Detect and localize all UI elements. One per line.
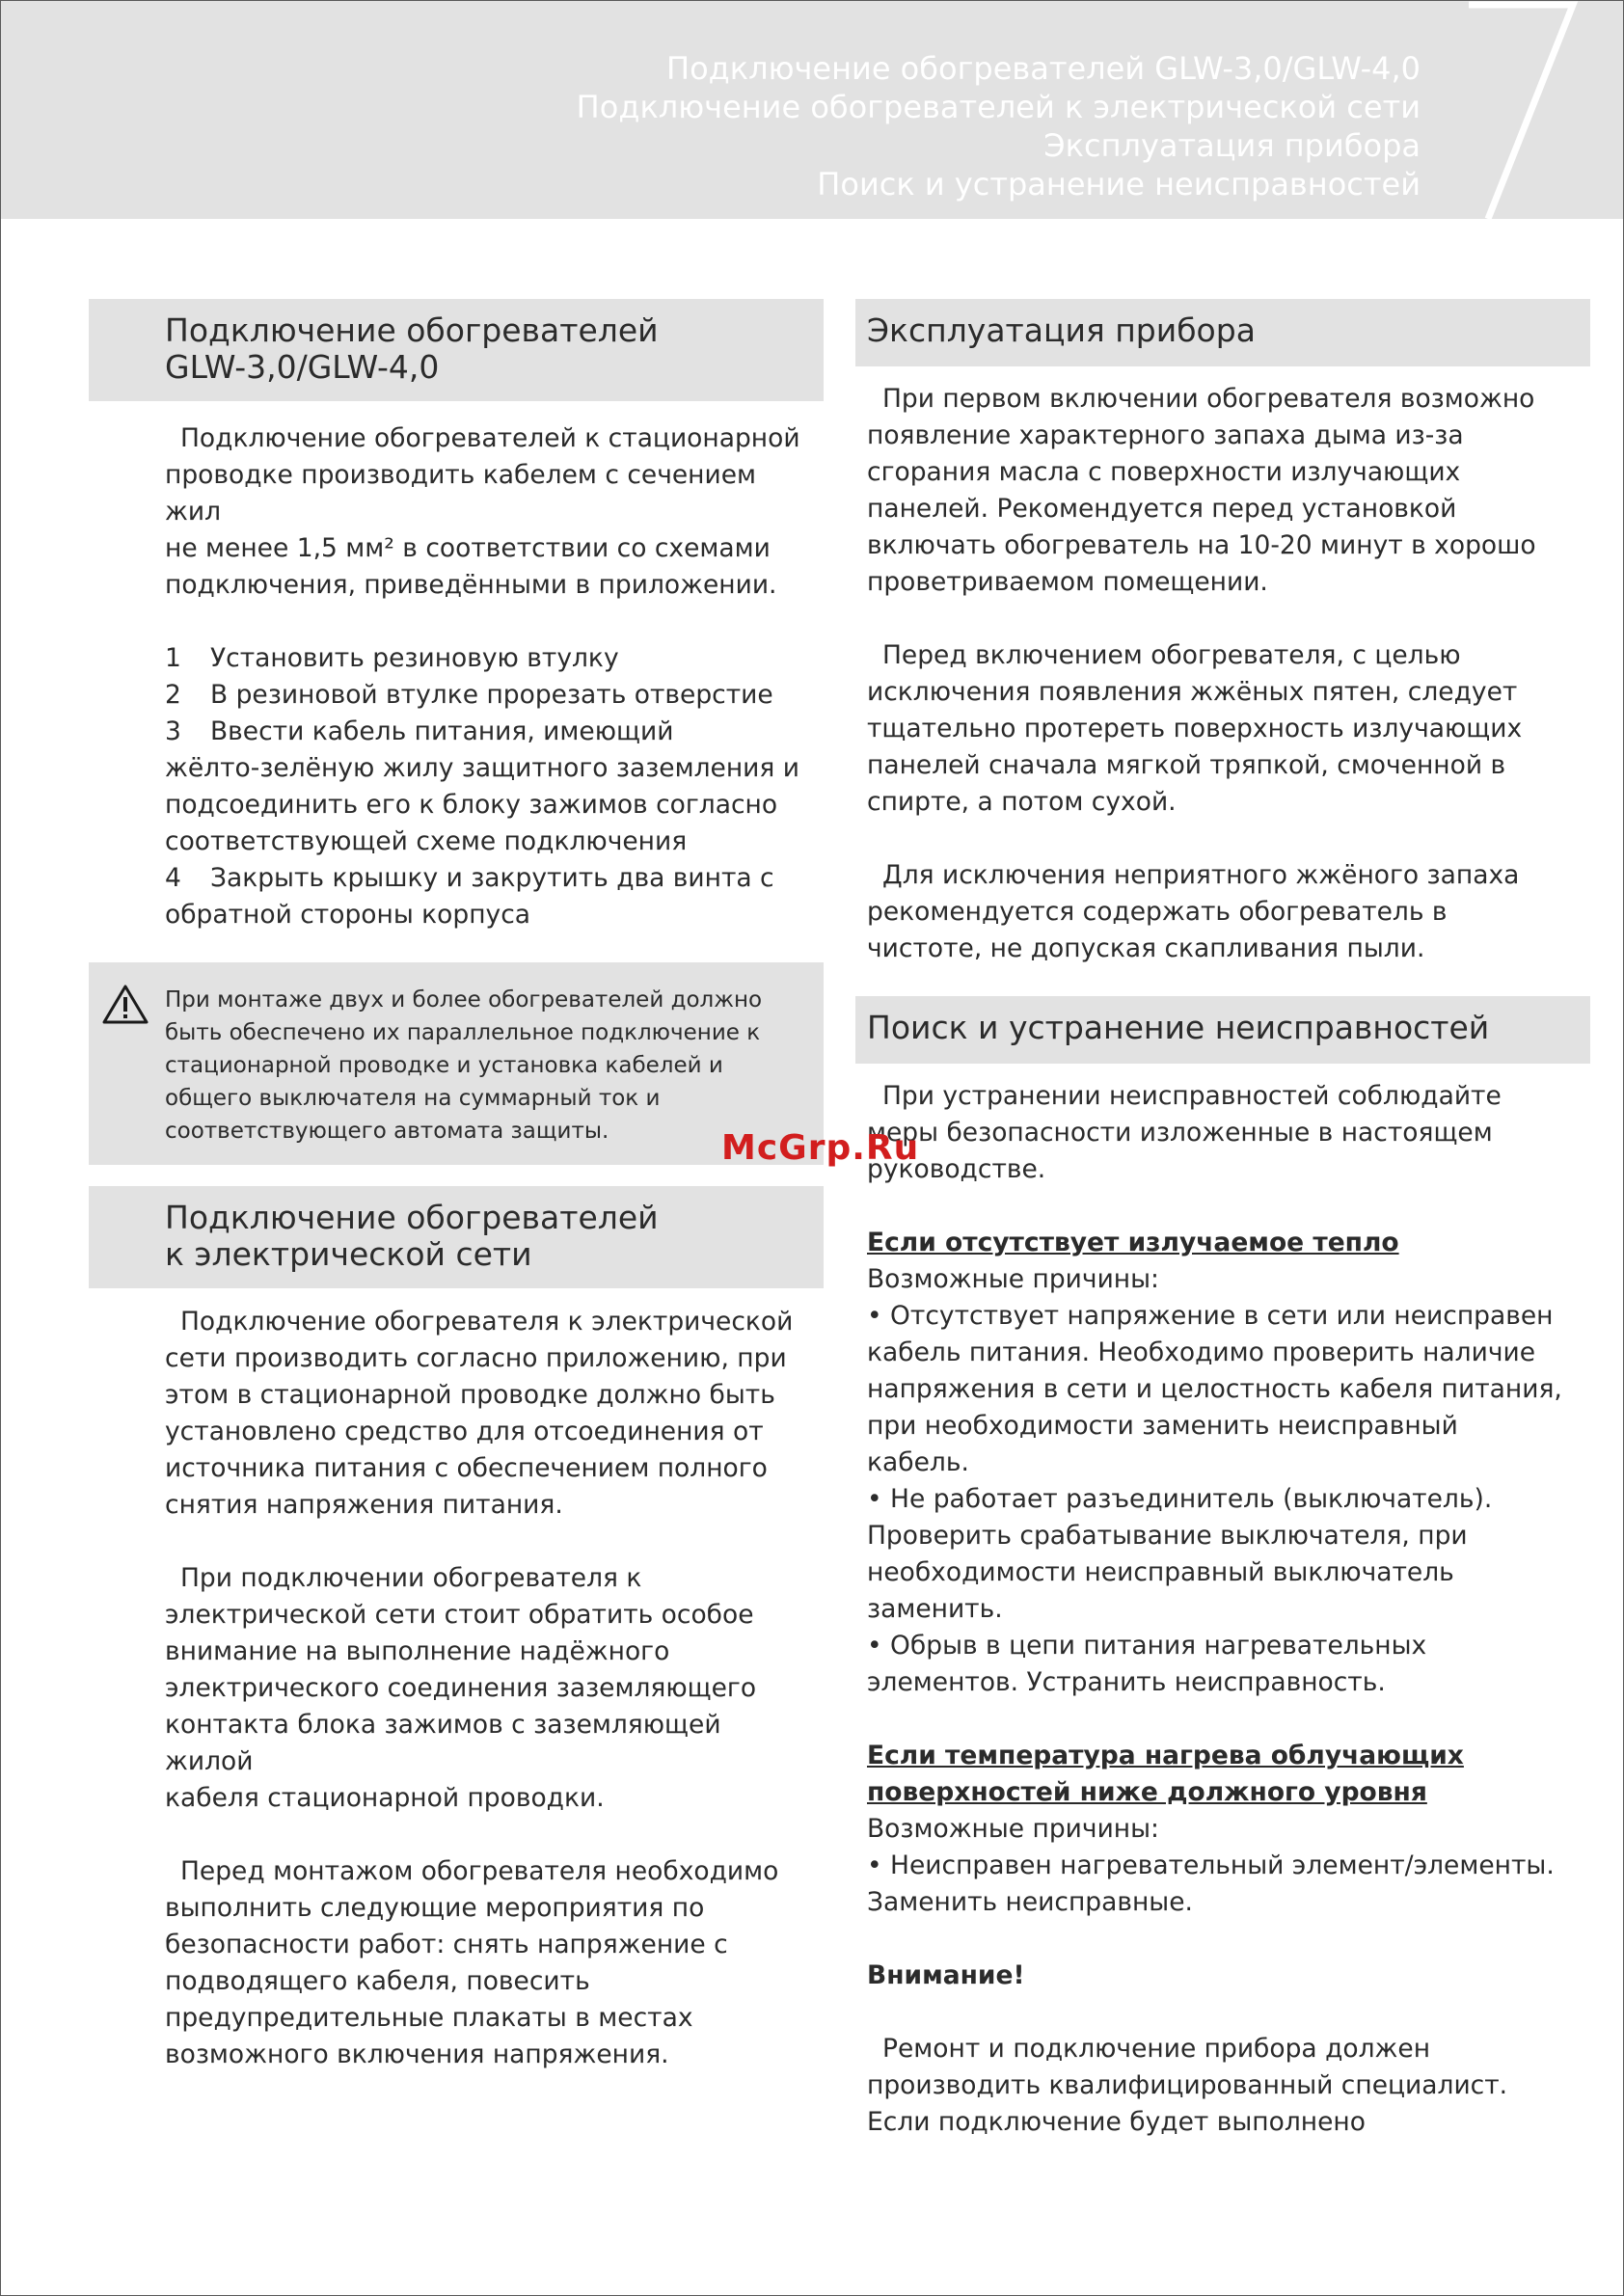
- paragraph-line: источника питания с обеспечением полного: [165, 1453, 768, 1483]
- paragraph-line: снятия напряжения питания.: [165, 1490, 563, 1520]
- bullet-line: кабель.: [867, 1447, 969, 1477]
- paragraph-line: внимание на выполнение надёжного: [165, 1636, 670, 1666]
- step-item: [165, 677, 804, 714]
- section-heading-electric: [89, 1186, 824, 1288]
- connection-text: [89, 420, 824, 933]
- section-title-line: GLW-3,0/GLW-4,0: [165, 348, 440, 386]
- step-text: Ввести кабель питания, имеющий: [210, 716, 674, 746]
- paragraph-line: электрической сети стоит обратить особое: [165, 1600, 754, 1630]
- section-title-line: Поиск и устранение неисправностей: [867, 1009, 1490, 1046]
- paragraph-line: сети производить согласно приложению, при: [165, 1343, 787, 1373]
- section-heading-operation: [855, 299, 1590, 366]
- bullet-line: необходимости неисправный выключатель: [867, 1557, 1454, 1587]
- paragraph-line: предупредительные плакаты в местах: [165, 2003, 693, 2033]
- paragraph-line: контакта блока зажимов с заземляющей жилой: [165, 1710, 721, 1776]
- paragraph-line: Для исключения неприятного жжёного запаха: [882, 860, 1520, 890]
- electric-text: [89, 1304, 824, 2073]
- bullet-line: • Неисправен нагревательный элемент/элементы.: [867, 1850, 1555, 1880]
- header-titles: [577, 49, 1421, 203]
- warning-box: [89, 962, 824, 1165]
- paragraph-line: установлено средство для отсоединения от: [165, 1417, 764, 1446]
- paragraph-line: выполнить следующие мероприятия по: [165, 1893, 705, 1923]
- bullet-line: элементов. Устранить неисправность.: [867, 1667, 1386, 1697]
- step-text: Закрыть крышку и закрутить два винта с: [210, 863, 774, 893]
- paragraph-line: спирте, а потом сухой.: [867, 787, 1177, 817]
- step-number: 1: [165, 643, 181, 673]
- bullet-line: • Отсутствует напряжение в сети или неисправен: [867, 1301, 1554, 1331]
- section-title-line: Подключение обогревателей: [165, 1199, 659, 1236]
- section-title-line: Эксплуатация прибора: [867, 311, 1256, 349]
- paragraph-line: чистоте, не допуская скапливания пыли.: [867, 933, 1425, 963]
- paragraph-line: безопасности работ: снять напряжение с: [165, 1930, 728, 1959]
- paragraph-line: Перед монтажом обогревателя необходимо: [180, 1856, 779, 1886]
- paragraph-line: проводке производить кабелем с сечением жил: [165, 460, 756, 527]
- paragraph-line: Подключение обогревателей к стационарной: [180, 423, 800, 453]
- causes-label: Возможные причины:: [867, 1814, 1159, 1844]
- step-number: 3: [165, 716, 181, 746]
- bullet-line: кабель питания. Необходимо проверить наличие: [867, 1337, 1535, 1367]
- page-number: [1430, 1, 1623, 219]
- troubleshooting-text: [855, 1078, 1590, 2141]
- step-item: [165, 640, 804, 677]
- paragraph-line: При первом включении обогревателя возможно: [882, 384, 1535, 414]
- paragraph-line: При устранении неисправностей соблюдайте: [882, 1081, 1502, 1111]
- paragraph-line: рекомендуется содержать обогреватель в: [867, 897, 1448, 927]
- paragraph-line: подводящего кабеля, повесить: [165, 1966, 590, 1996]
- section-title-line: к электрической сети: [165, 1235, 532, 1273]
- paragraph-line: кабеля стационарной проводки.: [165, 1783, 605, 1813]
- bullet-line: • Обрыв в цепи питания нагревательных: [867, 1631, 1427, 1661]
- bullet-line: заменить.: [867, 1594, 1003, 1624]
- paragraph-line: возможного включения напряжения.: [165, 2039, 669, 2069]
- paragraph-line: не менее 1,5 мм² в соответствии со схемами: [165, 533, 771, 563]
- step-item: [165, 860, 804, 897]
- bullet-line: Заменить неисправные.: [867, 1887, 1193, 1917]
- page-number-text: 7: [1430, 1, 1431, 2]
- header-band: [1, 1, 1623, 219]
- watermark: McGrp.Ru: [721, 1128, 920, 1168]
- causes-label: Возможные причины:: [867, 1264, 1159, 1294]
- paragraph-line: появление характерного запаха дыма из-за: [867, 420, 1464, 450]
- paragraph-line: Ремонт и подключение прибора должен: [882, 2034, 1431, 2064]
- left-column: [89, 299, 824, 2073]
- step-number: 4: [165, 863, 181, 893]
- step-text: В резиновой втулке прорезать отверстие: [210, 680, 773, 710]
- paragraph-line: исключения появления жжёных пятен, следует: [867, 677, 1518, 707]
- step-number: 2: [165, 680, 181, 710]
- paragraph-line: панелей сначала мягкой тряпкой, смоченной в: [867, 750, 1506, 780]
- warning-line: общего выключателя на суммарный ток и: [165, 1086, 661, 1111]
- section-heading-connection: [89, 299, 824, 401]
- paragraph-line: подключения, приведёнными в приложении.: [165, 570, 777, 600]
- step-text: Установить резиновую втулку: [210, 643, 619, 673]
- warning-line: При монтаже двух и более обогревателей должно: [165, 987, 763, 1013]
- warning-line: соответствующего автомата защиты.: [165, 1119, 609, 1144]
- warning-icon: [102, 984, 149, 1024]
- step-text: жёлто-зелёную жилу защитного заземления и: [165, 753, 799, 783]
- paragraph-line: проветриваемом помещении.: [867, 567, 1268, 597]
- right-column: [855, 299, 1590, 2141]
- attention-label: Внимание!: [867, 1960, 1025, 1990]
- header-title-2: Подключение обогревателей к электрической сети: [576, 89, 1421, 125]
- paragraph-line: сгорания масла с поверхности излучающих: [867, 457, 1461, 487]
- paragraph-line: тщательно протереть поверхность излучающих: [867, 714, 1523, 743]
- paragraph-line: включать обогреватель на 10-20 минут в хорошо: [867, 530, 1536, 560]
- paragraph-line: Перед включением обогревателя, с целью: [882, 640, 1461, 670]
- header-title-4: Поиск и устранение неисправностей: [817, 166, 1421, 203]
- bullet-line: напряжения в сети и целостность кабеля питания,: [867, 1374, 1562, 1404]
- section-heading-troubleshooting: [855, 996, 1590, 1064]
- operation-text: [855, 381, 1590, 967]
- section-title-line: Подключение обогревателей: [165, 311, 659, 349]
- warning-line: стационарной проводке и установка кабелей и: [165, 1053, 723, 1078]
- paragraph-line: панелей. Рекомендуется перед установкой: [867, 494, 1457, 524]
- step-text: соответствующей схеме подключения: [165, 826, 688, 856]
- warning-line: быть обеспечено их параллельное подключение к: [165, 1020, 761, 1045]
- paragraph-line: Если подключение будет выполнено: [867, 2107, 1366, 2137]
- subheading: поверхностей ниже должного уровня: [867, 1777, 1427, 1807]
- subheading: Если температура нагрева облучающих: [867, 1741, 1464, 1770]
- paragraph-line: меры безопасности изложенные в настоящем: [867, 1118, 1493, 1148]
- step-text: обратной стороны корпуса: [165, 900, 531, 930]
- header-title-1: Подключение обогревателей GLW-3,0/GLW-4,0: [666, 50, 1421, 87]
- paragraph-line: производить квалифицированный специалист.: [867, 2070, 1508, 2100]
- header-title-3: Эксплуатация прибора: [1043, 127, 1421, 164]
- paragraph-line: При подключении обогревателя к: [180, 1563, 642, 1593]
- step-text: подсоединить его к блоку зажимов согласно: [165, 790, 778, 820]
- bullet-line: Проверить срабатывание выключателя, при: [867, 1521, 1468, 1551]
- bullet-line: при необходимости заменить неисправный: [867, 1411, 1458, 1441]
- step-item: [165, 714, 804, 750]
- paragraph-line: руководстве.: [867, 1154, 1046, 1184]
- subheading: Если отсутствует излучаемое тепло: [867, 1228, 1399, 1257]
- paragraph-line: Подключение обогревателя к электрической: [180, 1307, 794, 1337]
- bullet-line: • Не работает разъединитель (выключатель).: [867, 1484, 1493, 1514]
- paragraph-line: электрического соединения заземляющего: [165, 1673, 757, 1703]
- paragraph-line: этом в стационарной проводке должно быть: [165, 1380, 775, 1410]
